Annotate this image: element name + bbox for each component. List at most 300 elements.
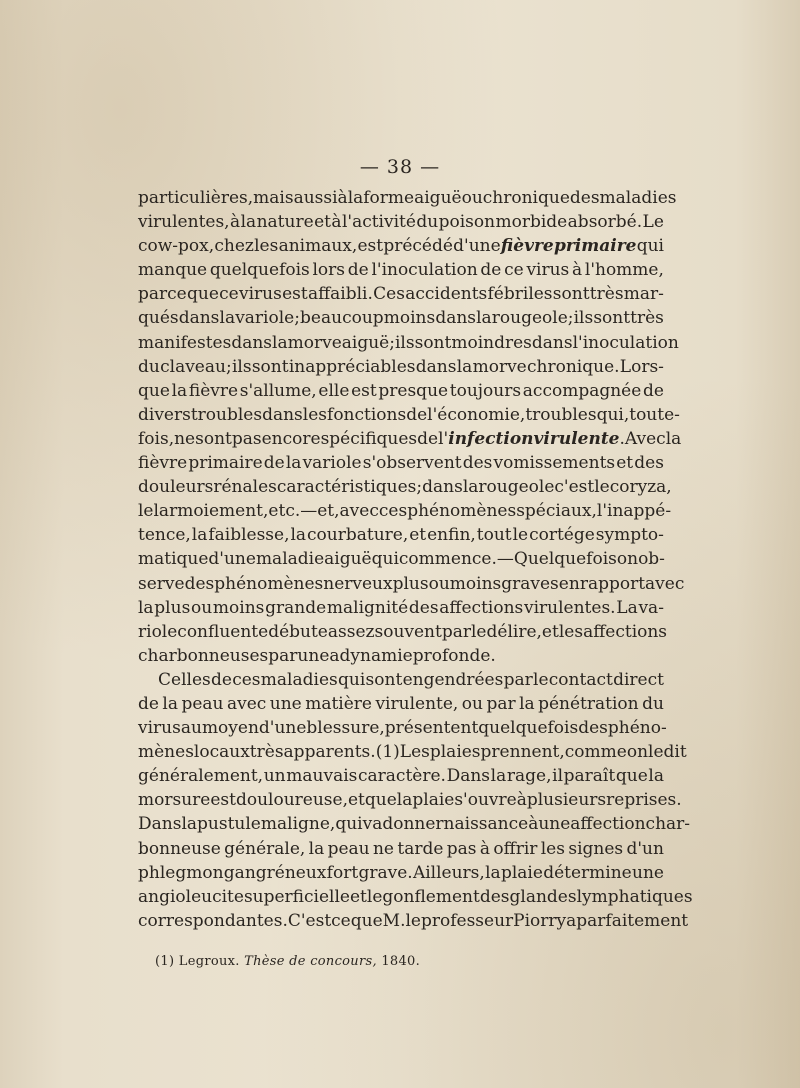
word: affaibli.	[307, 284, 373, 305]
word: troubles	[190, 404, 263, 425]
word: faiblesse,	[208, 525, 290, 546]
word: de	[417, 428, 439, 449]
word: Dans	[138, 814, 182, 835]
word: absorbé.	[567, 212, 643, 233]
word: nature	[256, 212, 314, 233]
word: l'inoculation	[371, 260, 478, 281]
word: le	[366, 886, 383, 907]
word: vomissements	[493, 453, 616, 474]
text-line	[138, 475, 672, 499]
word: caractère.	[358, 766, 446, 787]
word: encore	[261, 428, 321, 449]
word: du	[642, 693, 664, 714]
word: l'	[438, 428, 449, 449]
word: peau	[181, 693, 224, 714]
word: gangréneux	[223, 862, 327, 883]
word: à	[479, 838, 491, 859]
footnote-author: Legroux.	[178, 954, 240, 969]
word: confluente	[177, 621, 269, 642]
word: cow-pox,	[138, 236, 215, 257]
word: de	[406, 404, 428, 425]
word: rougeole	[478, 477, 555, 498]
word: —	[496, 549, 514, 570]
text-line	[138, 403, 680, 427]
word: virulentes.	[523, 597, 616, 618]
word: dit	[663, 742, 687, 763]
word: caractéristiques;	[276, 477, 423, 498]
word: le	[533, 669, 549, 690]
text-line	[138, 379, 664, 403]
word: et	[541, 621, 559, 642]
word: de	[642, 380, 664, 401]
word: que	[186, 284, 219, 305]
text-line	[138, 427, 682, 451]
word: chronique	[482, 188, 570, 208]
word: fonctions	[327, 404, 407, 425]
page-number: — 38 —	[359, 156, 441, 178]
word: présentent	[384, 718, 479, 739]
word: à	[337, 188, 348, 208]
word: divers	[138, 404, 191, 425]
word: que	[615, 766, 648, 787]
word: manque	[138, 260, 208, 281]
word: une	[538, 814, 571, 835]
word: apparents.	[283, 742, 376, 763]
word: pas	[446, 838, 477, 859]
word: à	[572, 260, 583, 281]
word: virulente,	[375, 693, 459, 714]
word: dans	[231, 332, 273, 353]
word: très	[630, 308, 664, 329]
word: mènes	[138, 742, 194, 763]
word: affections	[583, 621, 668, 642]
word: il	[552, 766, 564, 787]
word: La	[616, 597, 638, 618]
word: et	[314, 212, 331, 233]
word: professeur	[420, 910, 514, 931]
word: matière	[305, 693, 372, 714]
text-line	[138, 812, 691, 836]
word: la	[181, 814, 198, 835]
word: une	[632, 862, 664, 883]
word: Piorry	[513, 910, 567, 931]
word: à	[528, 814, 539, 835]
word: tence,	[138, 525, 191, 546]
word: qui	[636, 236, 664, 257]
word: le	[648, 742, 664, 763]
word: aiguë	[414, 188, 462, 208]
word: presque	[378, 380, 449, 401]
footnote	[155, 954, 420, 969]
word: commence.	[398, 549, 497, 570]
word: elle	[318, 380, 350, 401]
word: ou	[461, 188, 483, 208]
word: adynamie	[329, 645, 413, 666]
word: pas	[231, 428, 262, 449]
word: ne	[372, 838, 394, 859]
word: la	[456, 356, 473, 377]
word: inappréciables	[288, 356, 416, 377]
word: Dans	[446, 766, 491, 787]
word: plus	[392, 573, 429, 594]
word: sympto-	[595, 525, 664, 546]
word: aiguë	[324, 549, 372, 570]
word: primaire	[553, 236, 637, 257]
word: moins	[383, 308, 436, 329]
word: douloureuse,	[235, 790, 348, 811]
word: pénétration	[538, 693, 639, 714]
word: ils	[394, 332, 415, 353]
word: de	[211, 669, 232, 690]
word: glandes	[509, 886, 577, 907]
word: matique	[138, 549, 209, 570]
word: le	[471, 621, 487, 642]
word: des	[462, 453, 493, 474]
word: est	[357, 236, 384, 257]
word: au	[180, 718, 202, 739]
word: des	[184, 573, 215, 594]
word: précédé	[383, 236, 453, 257]
word: plaies	[429, 742, 481, 763]
word: à	[331, 212, 342, 233]
word: qui	[371, 549, 399, 570]
word: plaie	[412, 790, 455, 811]
word: détermine	[543, 862, 632, 883]
word: ces	[232, 669, 261, 690]
word: tout	[476, 525, 512, 546]
word: toujours	[449, 380, 522, 401]
word: d'une	[453, 236, 501, 257]
word: Le	[642, 212, 664, 233]
word: primaire	[188, 453, 263, 474]
word: C'est	[287, 910, 332, 931]
word: direct	[613, 669, 664, 690]
word: l'inappé-	[596, 501, 672, 522]
word: accompagnée	[522, 380, 642, 401]
word: ils	[231, 356, 252, 377]
word: fièvre	[138, 453, 188, 474]
word: sont	[251, 356, 289, 377]
text-line	[138, 499, 672, 523]
word: par	[503, 669, 533, 690]
word: cortége	[529, 525, 595, 546]
word: qués	[138, 308, 179, 329]
word: que	[138, 380, 170, 401]
word: fièvre	[188, 380, 239, 401]
word: phlegmon	[138, 862, 224, 883]
word: la	[462, 477, 479, 498]
word: est	[351, 380, 377, 401]
word: la	[191, 525, 208, 546]
word: aussi	[293, 188, 338, 208]
word: ce	[331, 910, 351, 931]
word: la	[476, 308, 492, 329]
word: beaucoup	[300, 308, 384, 329]
word: engendrées	[402, 669, 504, 690]
word: ce	[504, 260, 524, 281]
word: très	[589, 284, 624, 305]
word: phénomènes	[214, 573, 324, 594]
word: offrir	[493, 838, 538, 859]
word: et,	[317, 501, 340, 522]
word: forme	[363, 188, 415, 208]
word: animaux,	[278, 236, 358, 257]
word: s'observent	[362, 453, 462, 474]
word: particulières,	[138, 188, 254, 208]
word: peau	[327, 838, 370, 859]
word: grave.	[358, 862, 413, 883]
word: plus	[154, 597, 191, 618]
word: enfin,	[427, 525, 476, 546]
text-line	[138, 306, 664, 330]
word: char-	[645, 814, 691, 835]
word: c'est	[554, 477, 595, 498]
word: de	[480, 260, 502, 281]
word: contact	[548, 669, 613, 690]
word: Lors-	[619, 356, 664, 377]
word: Ailleurs,	[412, 862, 485, 883]
word: poison	[438, 212, 496, 233]
word: sont	[365, 669, 403, 690]
text-line	[138, 644, 664, 668]
text-line	[138, 355, 664, 379]
word: l'économie,	[427, 404, 526, 425]
paragraph	[138, 186, 685, 668]
word: dans	[422, 477, 463, 498]
word: correspondantes.	[138, 910, 288, 931]
word: l'activité	[341, 212, 416, 233]
word: ils	[573, 308, 594, 329]
word: la	[665, 428, 682, 449]
text-line	[138, 885, 693, 909]
word: rage,	[506, 766, 552, 787]
word: courbature,	[307, 525, 409, 546]
text-line	[138, 837, 664, 861]
word: morsure	[138, 790, 211, 811]
text-line	[138, 186, 677, 210]
word: et	[349, 886, 367, 907]
word: maladies	[599, 188, 677, 208]
word: graves	[501, 573, 559, 594]
word: qui,	[596, 404, 630, 425]
text-line	[138, 210, 664, 234]
word: mar-	[623, 284, 664, 305]
word: des	[569, 188, 600, 208]
word: ne	[174, 428, 196, 449]
text-line	[138, 740, 687, 764]
word: la	[519, 693, 535, 714]
word: superficielle	[243, 886, 350, 907]
word: bonneuse	[138, 838, 221, 859]
word: que	[364, 790, 397, 811]
word: affection	[570, 814, 646, 835]
word: variole;	[235, 308, 300, 329]
word: virus	[138, 718, 181, 739]
word: on	[626, 742, 649, 763]
word: charbonneuses	[138, 645, 269, 666]
word: lymphatiques	[576, 886, 693, 907]
word: dans	[531, 332, 573, 353]
word: Quelquefois	[513, 549, 617, 570]
word: quelquefois	[209, 260, 310, 281]
word: virulentes,	[138, 212, 230, 233]
word: va-	[638, 597, 664, 618]
word: le	[405, 910, 421, 931]
word: délire,	[486, 621, 542, 642]
word: que	[350, 910, 383, 931]
word: à	[516, 790, 527, 811]
word: ou	[461, 693, 483, 714]
word: qui	[335, 814, 363, 835]
text-line	[138, 331, 679, 355]
word: la	[285, 453, 302, 474]
word: virus	[526, 260, 570, 281]
text-line	[138, 596, 664, 620]
body-text	[138, 186, 693, 933]
word: spécifiques	[320, 428, 418, 449]
text-line	[138, 764, 664, 788]
word: à	[230, 212, 241, 233]
word: par	[268, 645, 298, 666]
word: fébriles	[487, 284, 553, 305]
word: reprises.	[606, 790, 682, 811]
text-line	[138, 282, 664, 306]
word: et	[616, 453, 634, 474]
word: parfaitement	[576, 910, 689, 931]
word: variole	[302, 453, 362, 474]
word: phéno-	[607, 718, 667, 739]
word: des	[408, 597, 439, 618]
word: fièvre	[500, 236, 554, 257]
text-line	[138, 234, 664, 258]
word: maligne,	[260, 814, 336, 835]
word: dans	[435, 308, 477, 329]
word: Ces	[373, 284, 405, 305]
word: la	[272, 332, 288, 353]
word: on	[616, 549, 639, 570]
word: infection	[448, 428, 534, 449]
paragraph	[138, 668, 693, 933]
word: par	[486, 693, 516, 714]
word: le	[138, 501, 154, 522]
word: plusieurs	[526, 790, 607, 811]
word: sont	[195, 428, 232, 449]
word: des	[479, 886, 510, 907]
text-line	[138, 788, 682, 812]
word: naissance	[443, 814, 529, 835]
word: la	[219, 308, 236, 329]
word: chronique.	[527, 356, 620, 377]
word: souvent	[374, 621, 442, 642]
word: le	[512, 525, 529, 546]
word: rougeole;	[491, 308, 574, 329]
word: les	[540, 838, 565, 859]
word: gonflement	[382, 886, 480, 907]
word: dans	[415, 356, 457, 377]
word: d'un	[626, 838, 664, 859]
word: par	[441, 621, 471, 642]
text-line	[138, 620, 668, 644]
text-line	[138, 547, 664, 571]
word: troubles	[525, 404, 597, 425]
word: d'une	[208, 549, 256, 570]
word: manifestes	[138, 332, 232, 353]
word: a	[566, 910, 577, 931]
word: locaux	[193, 742, 250, 763]
word: Celles	[158, 669, 211, 690]
word: et	[409, 525, 427, 546]
word: Les	[399, 742, 430, 763]
word: grande	[265, 597, 327, 618]
word: pustule	[197, 814, 261, 835]
word: de	[263, 453, 285, 474]
word: l'inoculation	[572, 332, 679, 353]
word: coryza,	[609, 477, 672, 498]
word: fort	[326, 862, 359, 883]
footnote-marker: (1)	[155, 954, 175, 969]
word: —	[300, 501, 318, 522]
word: la	[290, 525, 307, 546]
word: virulente	[533, 428, 620, 449]
text-line	[138, 909, 689, 933]
word: angioleucite	[138, 886, 244, 907]
word: est	[282, 284, 308, 305]
word: une	[297, 645, 330, 666]
word: dans	[262, 404, 303, 425]
footnote-title: Thèse de concours,	[244, 954, 377, 969]
word: maladies	[260, 669, 338, 690]
word: morve	[472, 356, 527, 377]
word: ces	[378, 501, 408, 522]
word: moindres	[451, 332, 532, 353]
word: la	[240, 212, 257, 233]
word: aiguë;	[341, 332, 395, 353]
text-line	[138, 258, 664, 282]
word: accidents	[405, 284, 488, 305]
word: donner	[382, 814, 444, 835]
word: s'ouvre	[454, 790, 517, 811]
word: avec	[339, 501, 379, 522]
word: rénales	[213, 477, 277, 498]
word: serve	[138, 573, 185, 594]
word: blessure,	[306, 718, 385, 739]
word: la	[396, 790, 413, 811]
word: malignité	[326, 597, 409, 618]
word: rapport	[579, 573, 646, 594]
word: les	[254, 236, 279, 257]
word: va	[362, 814, 383, 835]
text-line	[138, 451, 664, 475]
word: ce	[219, 284, 239, 305]
word: en	[558, 573, 580, 594]
word: sont	[552, 284, 590, 305]
word: morbide	[495, 212, 568, 233]
word: claveau;	[160, 356, 232, 377]
word: très	[249, 742, 284, 763]
word: riole	[138, 621, 178, 642]
word: spéciaux,	[516, 501, 597, 522]
word: avec	[226, 693, 267, 714]
word: maladie	[255, 549, 325, 570]
word: paraît	[563, 766, 616, 787]
text-line	[138, 692, 664, 716]
word: la	[171, 380, 188, 401]
word: assez	[327, 621, 375, 642]
word: profonde.	[412, 645, 496, 666]
word: M.	[382, 910, 406, 931]
word: ou	[191, 597, 213, 618]
word: est	[210, 790, 236, 811]
